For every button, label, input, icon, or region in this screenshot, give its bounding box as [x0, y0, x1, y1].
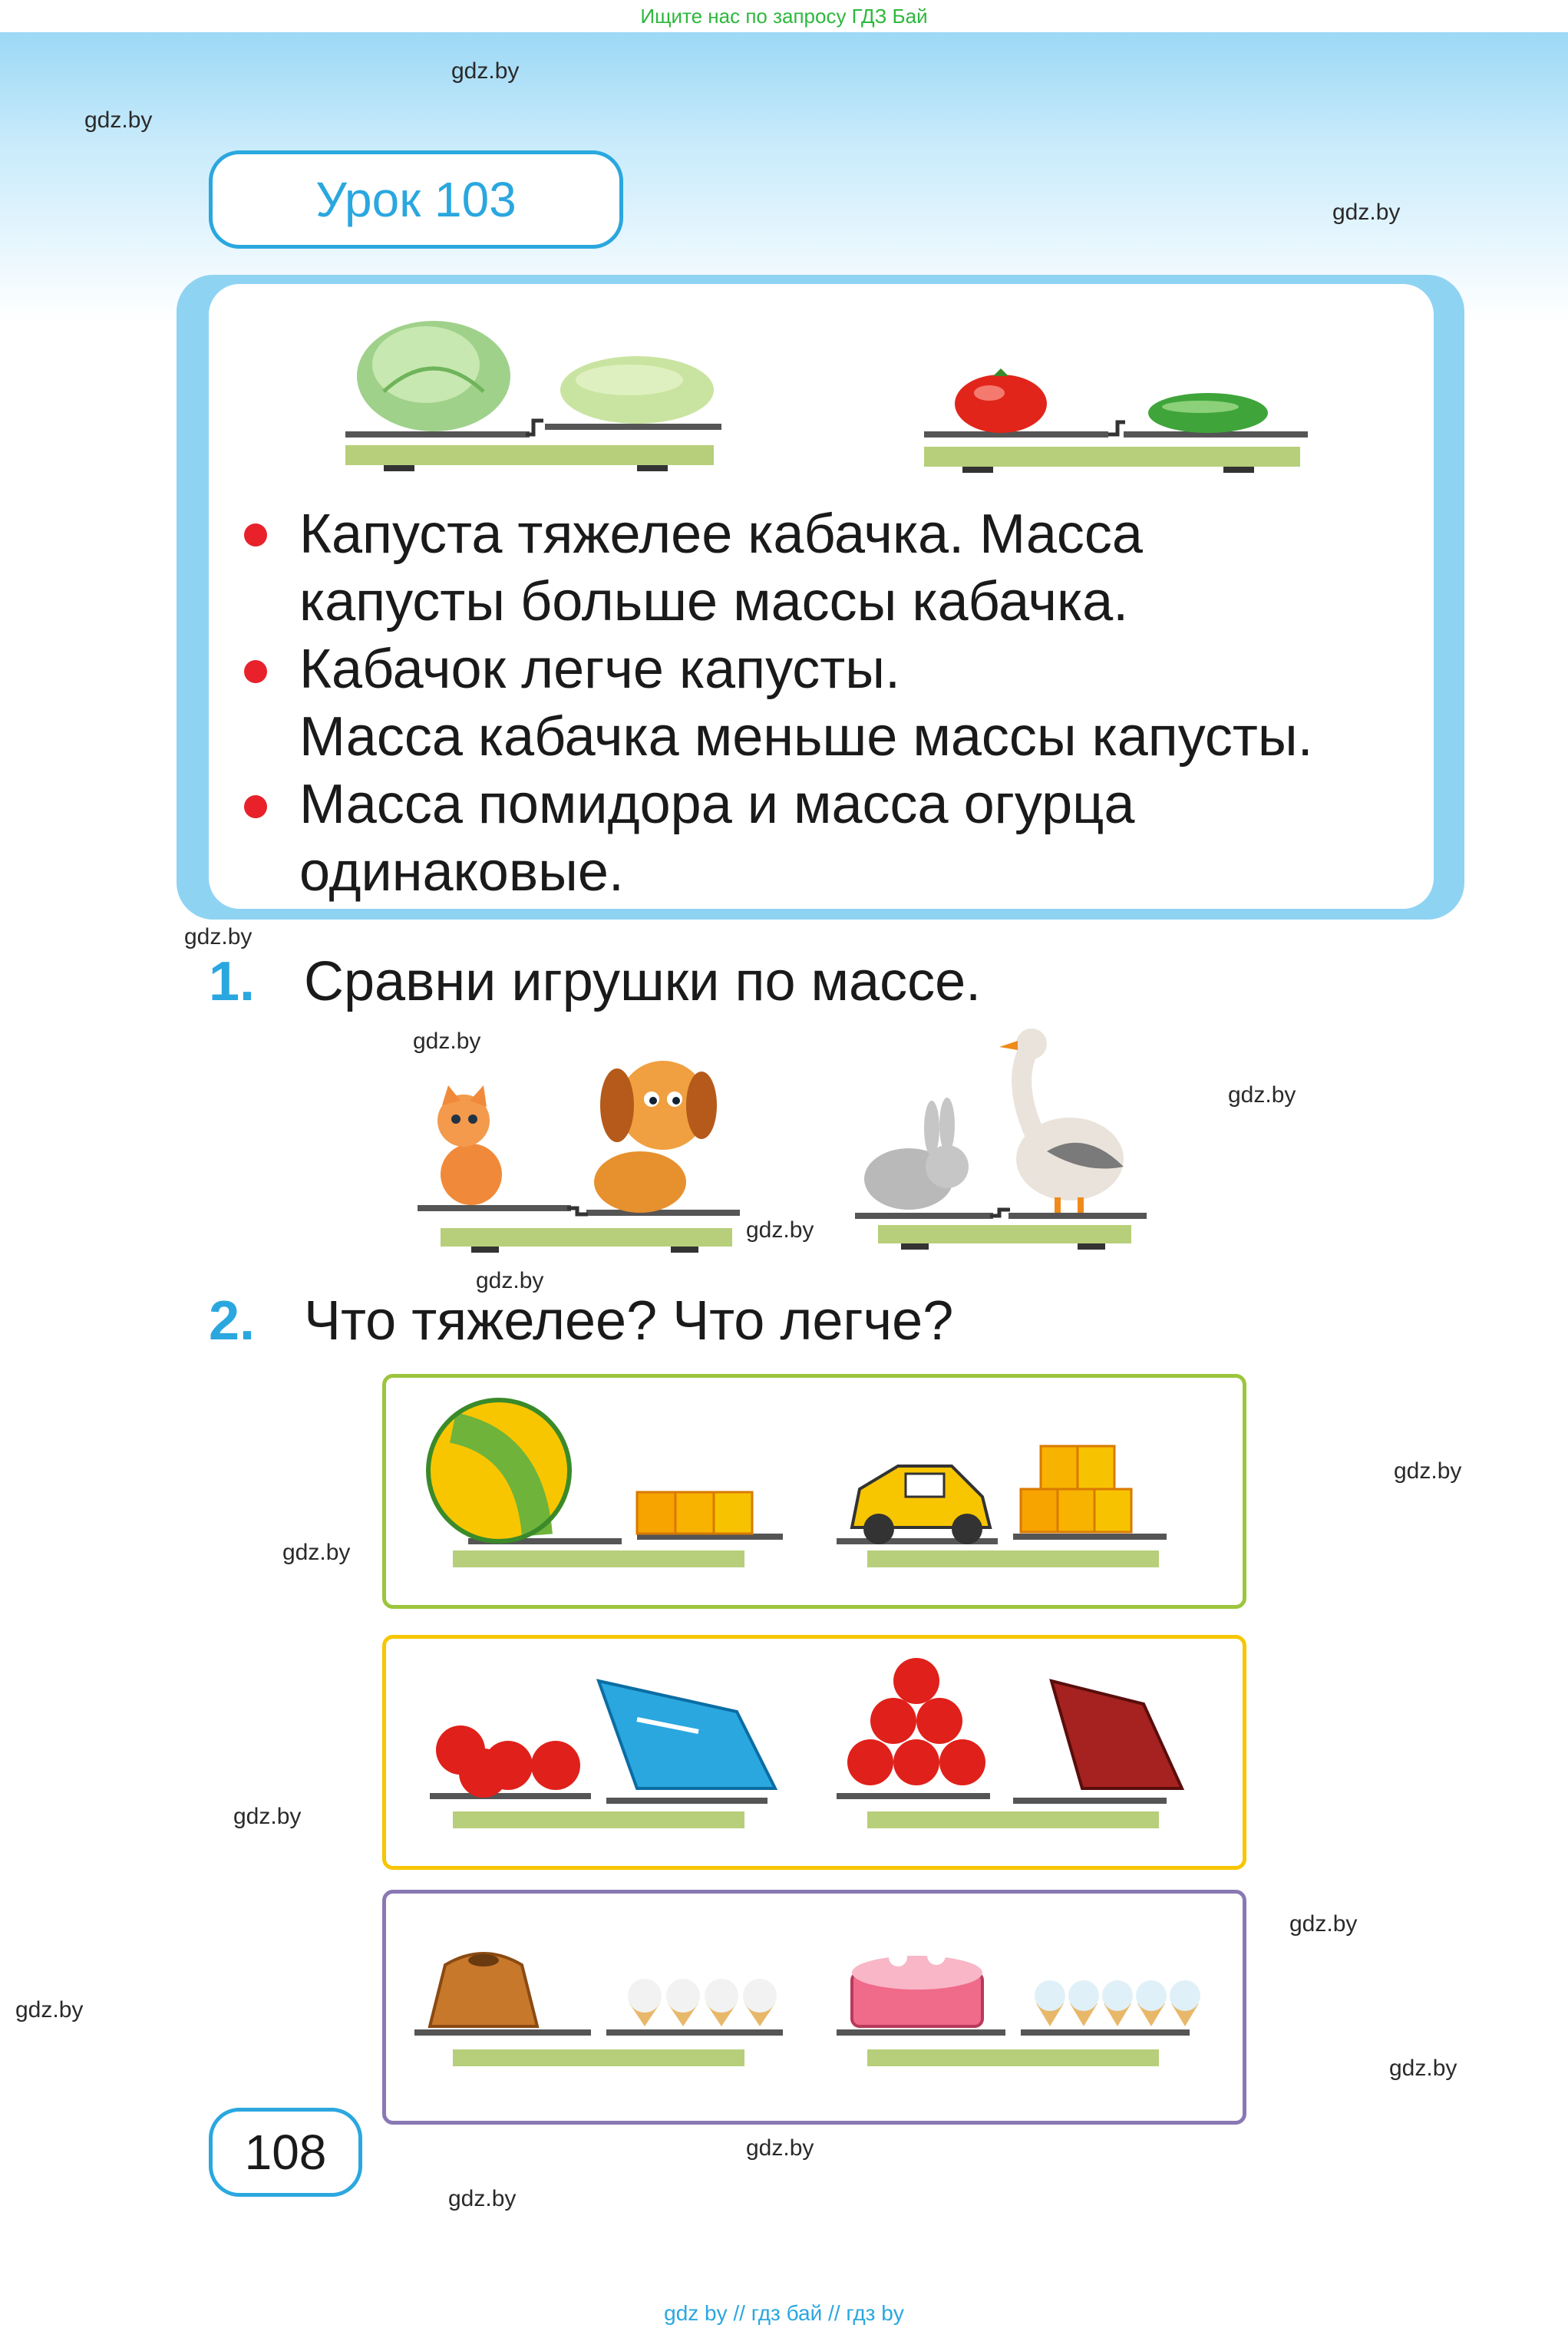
- task-number: 2.: [209, 1290, 256, 1352]
- search-banner[interactable]: Ищите нас по запросу ГДЗ Бай: [0, 0, 1568, 32]
- bullet: [244, 795, 267, 818]
- watermark: gdz.by: [746, 2135, 814, 2161]
- bullet: [244, 523, 267, 547]
- frame-2-scales: [407, 1650, 1220, 1842]
- layer-cake-icon: [852, 1947, 982, 2026]
- lesson-title: Урок 103: [209, 150, 623, 249]
- tomato-icon: [955, 368, 1047, 433]
- frame-1-scales: [407, 1397, 1220, 1581]
- watermark: gdz.by: [1389, 2056, 1457, 2081]
- bundt-cake-icon: [430, 1953, 537, 2026]
- cube-icon: [1021, 1446, 1131, 1532]
- frame-3-scales: [407, 1911, 1220, 2080]
- watermark: gdz.by: [1289, 1911, 1358, 1937]
- scale-kitten-puppy: [410, 1036, 748, 1266]
- watermark: gdz.by: [1228, 1082, 1296, 1108]
- rabbit-icon: [864, 1098, 969, 1210]
- watermark: gdz.by: [184, 924, 253, 949]
- watermark: gdz.by: [476, 1268, 544, 1293]
- scale-tomato-cucumber: [916, 338, 1315, 491]
- notebook-icon: [599, 1681, 775, 1788]
- rule-line: одинаковые.: [299, 841, 624, 903]
- watermark: gdz.by: [233, 1804, 302, 1829]
- task-number: 1.: [209, 951, 256, 1012]
- cube-icon: [637, 1492, 752, 1534]
- car-icon: [852, 1466, 990, 1544]
- watermark: gdz.by: [1394, 1458, 1462, 1484]
- task-text: Сравни игрушки по массе.: [304, 951, 982, 1012]
- ice-cream-icon: [628, 1979, 777, 2026]
- watermark: gdz.by: [84, 107, 153, 133]
- watermark: gdz.by: [451, 58, 520, 84]
- ice-cream-icon: [1035, 1980, 1200, 2026]
- ball-icon: [428, 1400, 569, 1541]
- watermark: gdz.by: [746, 1217, 814, 1243]
- zucchini-icon: [560, 356, 714, 424]
- scale-cabbage-zucchini: [338, 299, 737, 484]
- task-text: Что тяжелее? Что легче?: [304, 1290, 954, 1352]
- puppy-icon: [594, 1061, 717, 1213]
- kitten-icon: [437, 1085, 502, 1205]
- rule-line: Капуста тяжелее кабачка. Масса: [299, 504, 1143, 565]
- apple-icon: [847, 1658, 985, 1785]
- watermark: gdz.by: [413, 1029, 481, 1054]
- watermark: gdz.by: [15, 1997, 84, 2023]
- page-number: 108: [209, 2108, 362, 2197]
- watermark: gdz.by: [282, 1540, 351, 1565]
- rule-line: Масса помидора и масса огурца: [299, 774, 1135, 835]
- footer-links[interactable]: gdz by // гдз бай // гдз by: [664, 2301, 904, 2325]
- rule-line: капусты больше массы кабачка.: [299, 571, 1129, 632]
- cucumber-icon: [1148, 393, 1268, 433]
- scale-rabbit-goose: [847, 1021, 1154, 1266]
- book-icon: [1051, 1681, 1182, 1788]
- rule-line: Кабачок легче капусты.: [299, 639, 900, 700]
- cabbage-icon: [357, 321, 510, 431]
- apple-icon: [436, 1725, 580, 1798]
- watermark: gdz.by: [1332, 200, 1401, 225]
- bullet: [244, 660, 267, 683]
- watermark: gdz.by: [448, 2186, 517, 2211]
- goose-icon: [999, 1029, 1124, 1213]
- rule-line: Масса кабачка меньше массы капусты.: [299, 706, 1313, 768]
